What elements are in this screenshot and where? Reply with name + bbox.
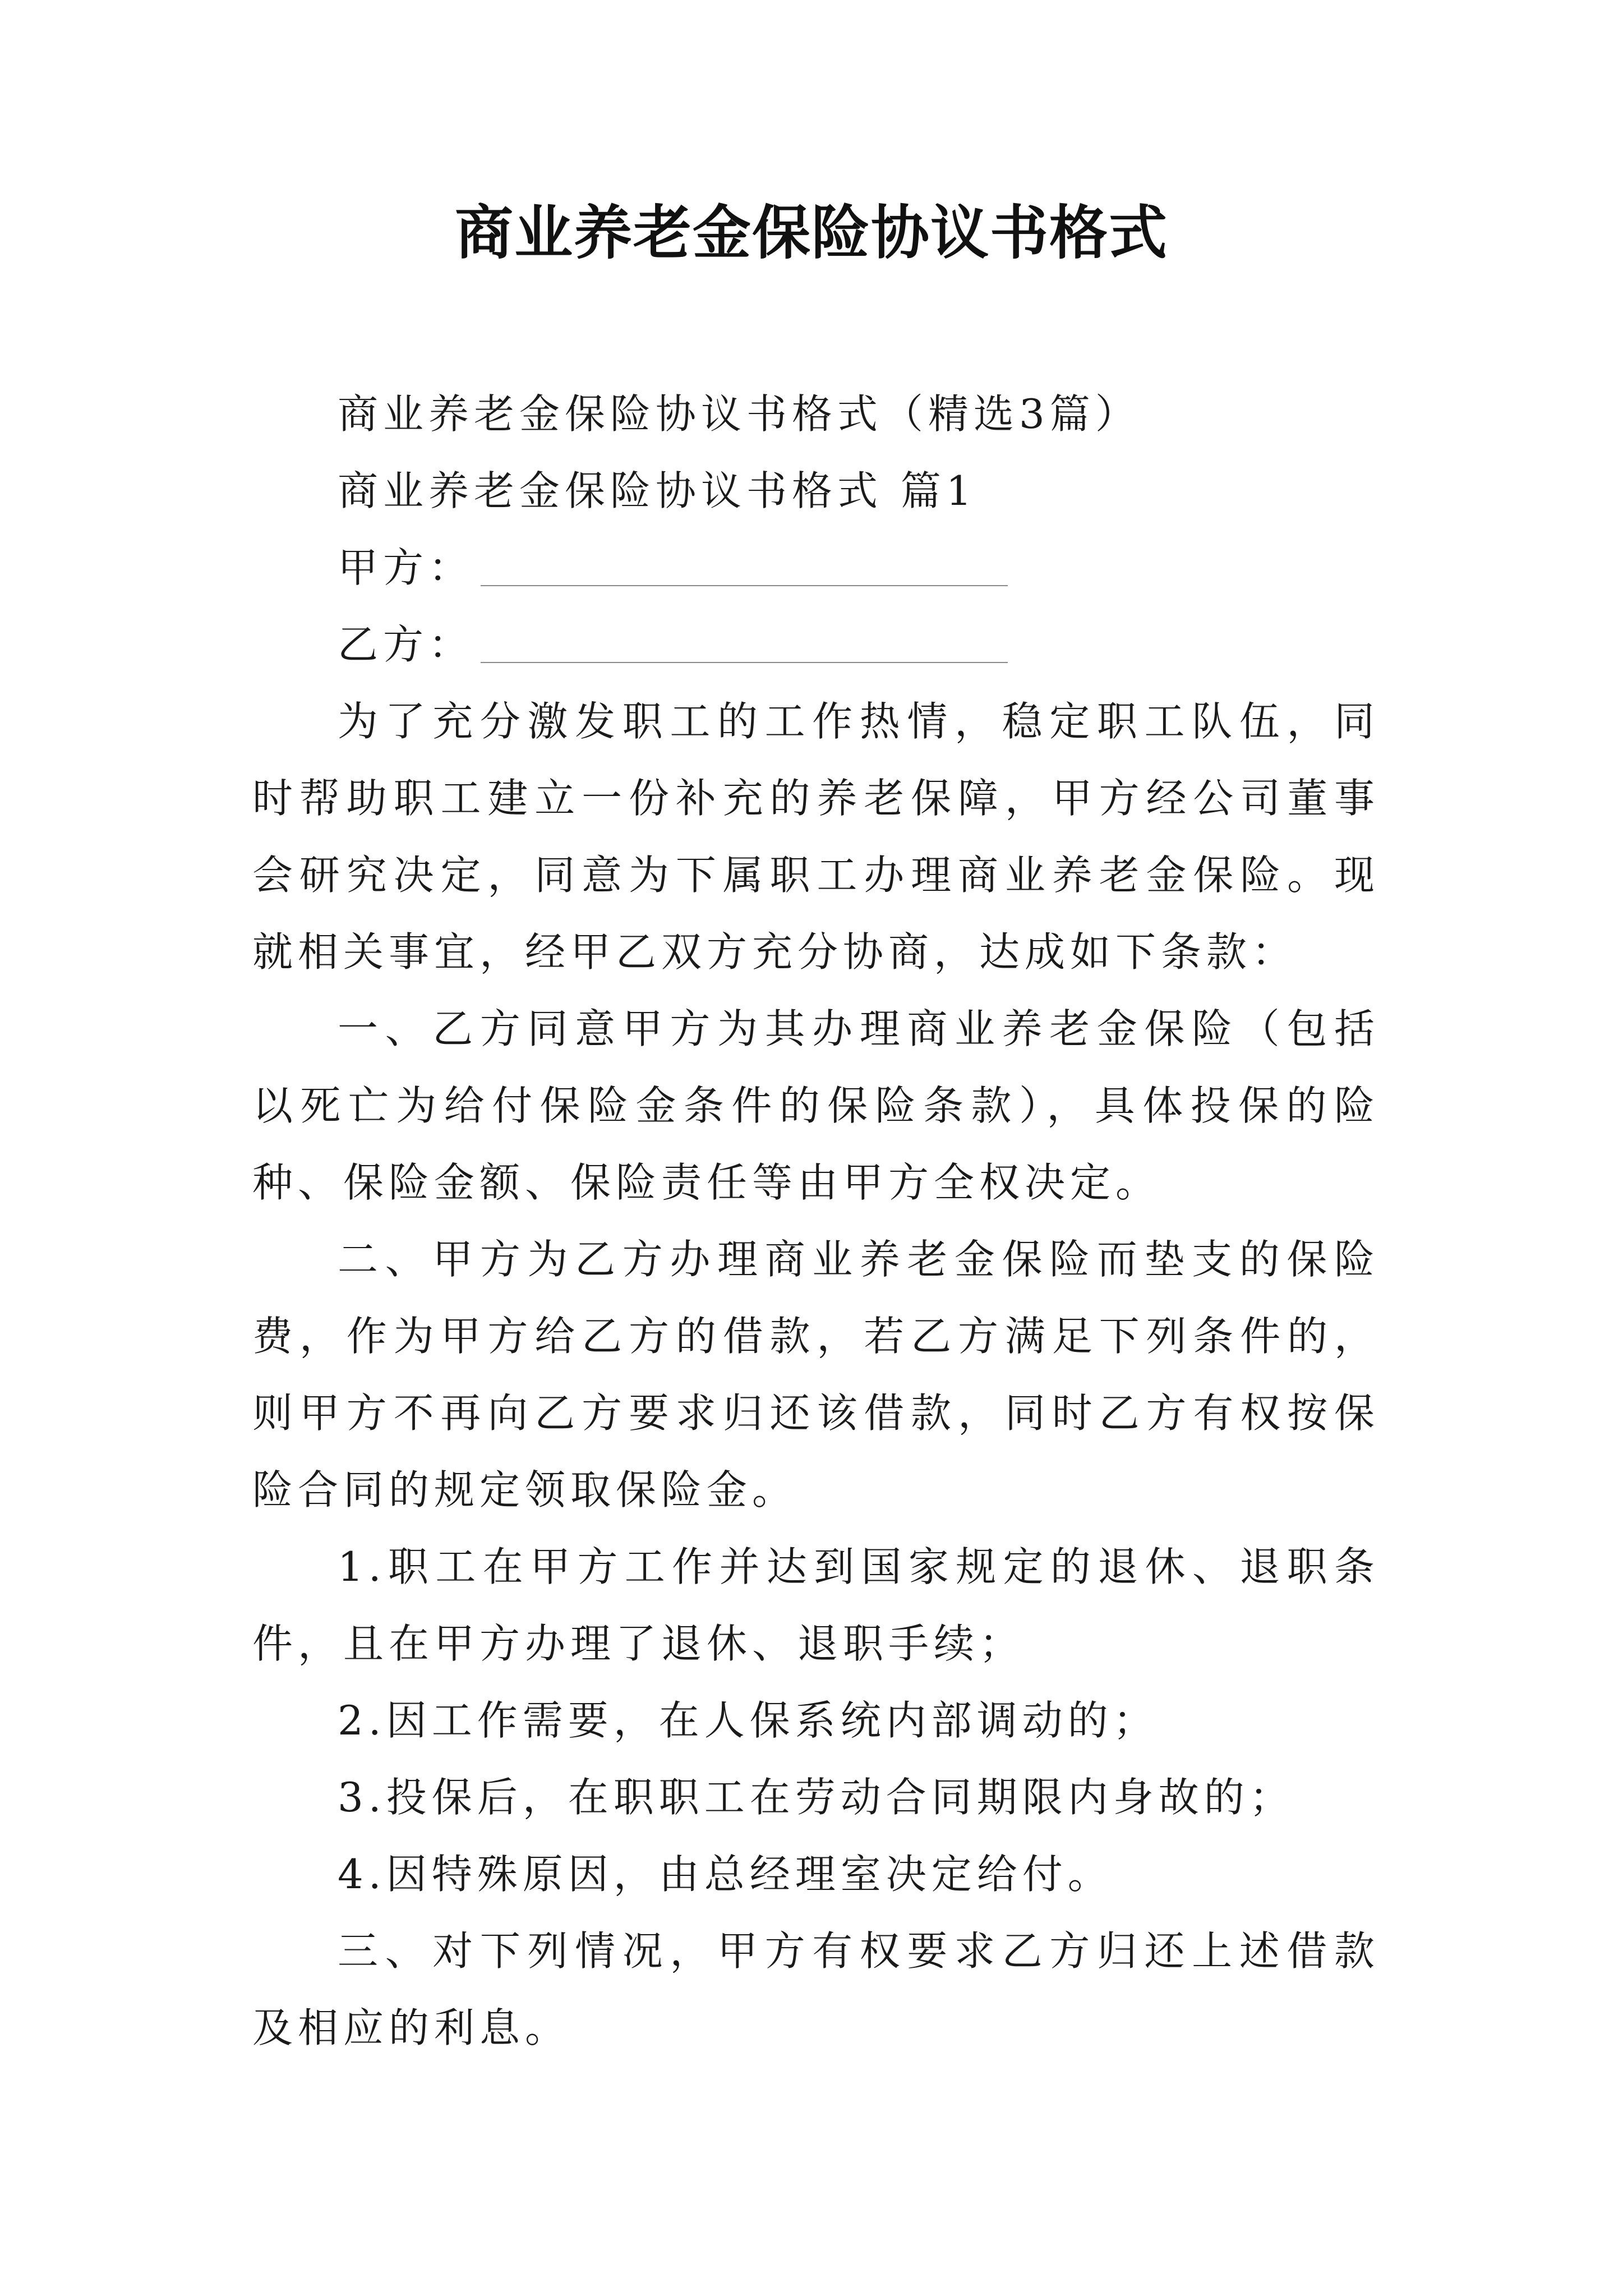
section-heading: 商业养老金保险协议书格式 篇1 <box>338 467 977 514</box>
clause-2-paragraph: 二、甲方为乙方办理商业养老金保险而垫支的保险费，作为甲方给乙方的借款，若乙方满足下列条件的，则甲方不再向乙方要求归还该借款，同时乙方有权按保险合同的规定领取保险金。 <box>252 1236 1380 1513</box>
document-title: 商业养老金保险协议书格式 <box>454 198 1168 267</box>
condition-3-paragraph: 3.投保后，在职职工在劳动合同期限内身故的； <box>338 1774 1295 1821</box>
document-body <box>252 376 1380 2067</box>
condition-4-paragraph: 4.因特殊原因，由总经理室决定给付。 <box>338 1851 1113 1898</box>
party-a-row <box>252 530 1380 606</box>
party-a-label: 甲方： <box>338 544 474 591</box>
party-b-row <box>252 606 1380 683</box>
condition-1-paragraph: 1.职工在甲方工作并达到国家规定的退休、退职条件，且在甲方办理了退休、退职手续； <box>252 1543 1380 1667</box>
intro-paragraph: 为了充分激发职工的工作热情，稳定职工队伍，同时帮助职工建立一份补充的养老保障，甲方经公司董事会研究决定，同意为下属职工办理商业养老金保险。现就相关事宜，经甲乙双方充分协商，达成如下条款： <box>252 698 1380 976</box>
clause-1-paragraph: 一、乙方同意甲方为其办理商业养老金保险（包括以死亡为给付保险金条件的保险条款），具体投保的险种、保险金额、保险责任等由甲方全权决定。 <box>252 1005 1380 1206</box>
condition-2-paragraph: 2.因工作需要，在人保系统内部调动的； <box>338 1697 1159 1744</box>
party-a-blank <box>481 545 1008 586</box>
clause-3-paragraph: 三、对下列情况，甲方有权要求乙方归还上述借款及相应的利息。 <box>252 1927 1380 2051</box>
party-b-label: 乙方： <box>338 621 474 668</box>
party-b-blank <box>481 622 1008 663</box>
subtitle: 商业养老金保险协议书格式（精选3篇） <box>338 390 1141 438</box>
